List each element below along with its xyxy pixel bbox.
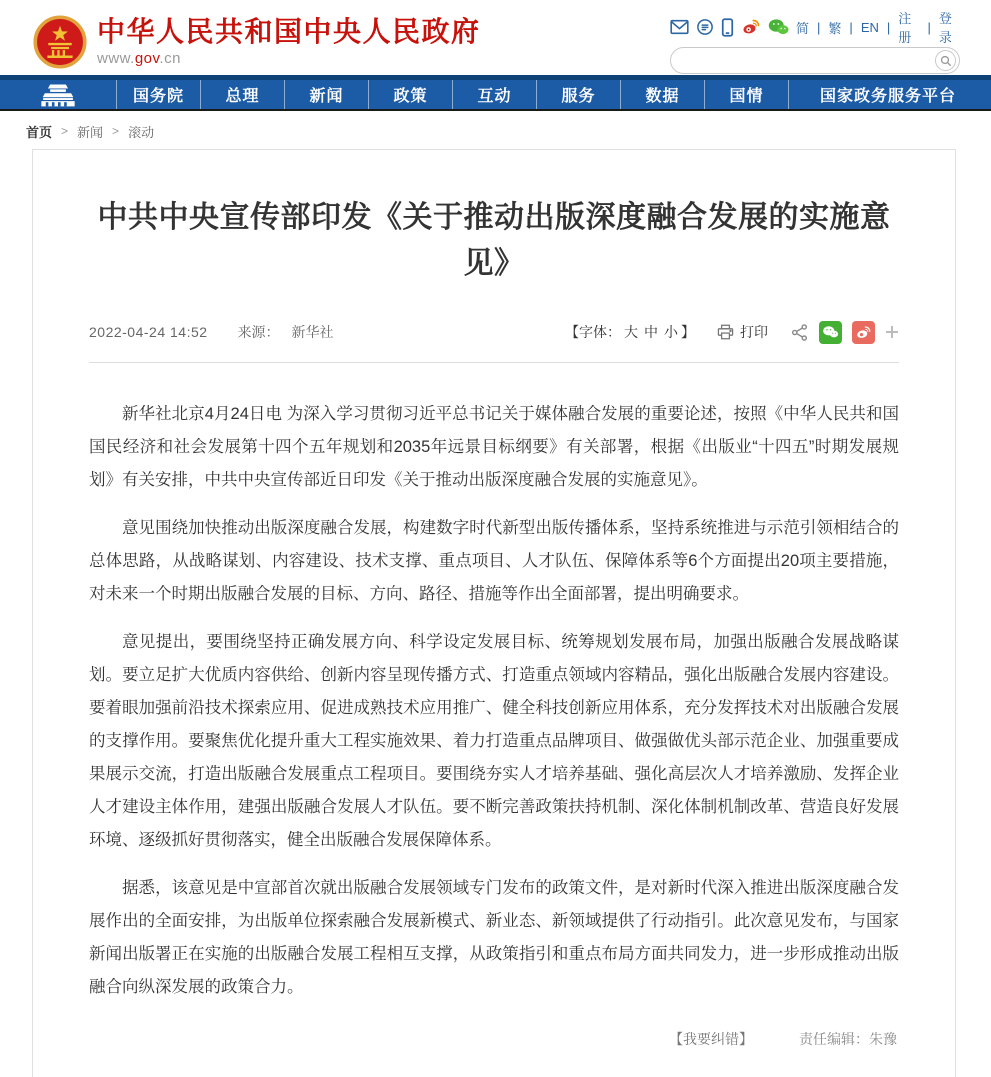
- share-more-plus-icon[interactable]: [885, 325, 899, 339]
- site-title-block: [97, 17, 481, 67]
- nav-item-national-conditions[interactable]: 国情: [704, 80, 788, 109]
- article-paragraph-1: 新华社北京4月24日电 为深入学习贯彻习近平总书记关于媒体融合发展的重要论述，按照《中华人民共和国国民经济和社会发展第十四个五年规划和2035年远景目标纲要》有关部署，根据《出版业“十四五”时期发展规划》有关安排，中共中央宣传部近日印发《关于推动出版深度融合发展的实施意见》。: [89, 405, 899, 489]
- header-utilities: [670, 11, 960, 75]
- breadcrumb-separator: >: [61, 124, 69, 138]
- nav-item-services[interactable]: 服务: [536, 80, 620, 109]
- lang-traditional-link[interactable]: 繁: [828, 20, 842, 36]
- weibo-icon[interactable]: [741, 18, 761, 36]
- search-button[interactable]: [935, 50, 956, 71]
- nav-home-button[interactable]: [0, 80, 116, 109]
- search-icon: [940, 55, 952, 67]
- wechat-icon[interactable]: [768, 18, 789, 36]
- breadcrumb: [0, 111, 991, 149]
- article-footer: [89, 1029, 899, 1049]
- mobile-icon[interactable]: [721, 18, 734, 37]
- main-nav: [0, 75, 991, 111]
- lang-english-link[interactable]: EN: [860, 19, 879, 35]
- editor-label: 责任编辑：: [799, 1031, 869, 1047]
- font-size-small-button[interactable]: 小: [664, 324, 678, 340]
- nav-item-state-council[interactable]: 国务院: [116, 80, 200, 109]
- site-header: [0, 0, 991, 75]
- article-paragraph-3: 意见提出，要围绕坚持正确发展方向、科学设定发展目标、统筹规划发展布局，加强出版融合发展战略谋划。要立足扩大优质内容供给、创新内容呈现传播方式、打造重点领域内容精品，强化出版融合发展内容建设。要着眼加强前沿技术探索应用、促进成熟技术应用推广、健全科技创新应用体系，充分发挥技术对出版融合发展的支撑作用。要聚焦优化提升重大工程实施效果、着力打造重点品牌项目、做强做优头部示范企业、加强重要成果展示交流，打造出版融合发展重点工程项目。要围绕夯实人才培养基础、强化高层次人才培养激励、发挥企业人才建设主体作用，建强出版融合发展人才队伍。要不断完善政策扶持机制、深化体制机制改革、营造良好发展环境、逐级抓好贯彻落实，健全出版融合发展保障体系。: [89, 633, 899, 849]
- lang-simplified-link[interactable]: 简: [796, 20, 810, 36]
- breadcrumb-separator: >: [112, 124, 120, 138]
- printer-icon: [717, 324, 734, 340]
- article-paragraph-4: 据悉，该意见是中宣部首次就出版融合发展领域专门发布的政策文件，是对新时代深入推进出版深度融合发展作出的全面安排，为出版单位探索融合发展新模式、新业态、新领域提供了行动指引。此次意见发布，与国家新闻出版署正在实施的出版融合发展工程相互支撑，从政策指引和重点布局方面共同发力，进一步形成推动出版融合向纵深发展的政策合力。: [89, 879, 899, 996]
- message-circle-icon[interactable]: [696, 18, 714, 36]
- share-weibo-button[interactable]: [852, 321, 875, 344]
- error-correction-button[interactable]: 【我要纠错】: [669, 1031, 753, 1047]
- font-size-medium-button[interactable]: 中: [644, 324, 658, 340]
- national-emblem-icon: [33, 15, 87, 69]
- nav-item-policy[interactable]: 政策: [368, 80, 452, 109]
- wechat-icon: [822, 325, 839, 339]
- publish-date: 2022-04-24 14:52: [89, 324, 208, 340]
- article-container: [32, 149, 956, 1077]
- site-url-prefix: www.: [97, 50, 135, 67]
- site-url-gov: gov: [134, 50, 160, 67]
- mail-icon[interactable]: [670, 19, 689, 35]
- site-url[interactable]: [97, 50, 481, 67]
- site-title: 中华人民共和国中央人民政府: [97, 16, 481, 47]
- font-size-label-open: 【字体：: [565, 324, 621, 340]
- link-separator: |: [886, 19, 891, 35]
- share-group: [790, 321, 899, 344]
- meta-right: [565, 321, 899, 344]
- share-nodes-icon[interactable]: [790, 323, 809, 342]
- breadcrumb-rolling[interactable]: 滚动: [128, 124, 155, 140]
- login-link[interactable]: 登录: [938, 11, 952, 45]
- share-wechat-button[interactable]: [819, 321, 842, 344]
- nav-item-gov-service-platform[interactable]: 国家政务服务平台: [788, 80, 987, 109]
- link-separator: |: [849, 19, 853, 35]
- editor-name: 朱豫: [869, 1031, 897, 1047]
- font-size-label-close: 】: [681, 324, 695, 340]
- register-link[interactable]: 注册: [898, 11, 912, 45]
- weibo-icon: [855, 325, 872, 340]
- nav-item-news[interactable]: 新闻: [284, 80, 368, 109]
- site-url-suffix: .cn: [159, 50, 181, 67]
- search-box: [670, 47, 960, 74]
- editor-line: [799, 1029, 897, 1049]
- breadcrumb-news[interactable]: 新闻: [77, 124, 104, 140]
- font-size-large-button[interactable]: 大: [624, 324, 638, 340]
- breadcrumb-home[interactable]: 首页: [26, 124, 53, 140]
- meta-divider: [89, 362, 899, 363]
- source-label: 来源：: [237, 324, 280, 340]
- nav-item-interaction[interactable]: 互动: [452, 80, 536, 109]
- article-meta-row: [89, 319, 899, 345]
- article-body: [89, 398, 899, 1004]
- article-title: 中共中央宣传部印发《关于推动出版深度融合发展的实施意见》: [97, 201, 891, 280]
- tiananmen-icon: [37, 82, 79, 108]
- source-link[interactable]: 新华社: [291, 324, 334, 340]
- article-paragraph-2: 意见围绕加快推动出版深度融合发展，构建数字时代新型出版传播体系，坚持系统推进与示范引领相结合的总体思路，从战略谋划、内容建设、技术支撑、重点项目、人才队伍、保障体系等6个方面提出20项主要措施，对未来一个时期出版融合发展的目标、方向、路径、措施等作出全面部署，提出明确要求。: [89, 519, 899, 603]
- print-button[interactable]: [717, 322, 768, 342]
- print-label: 打印: [740, 324, 768, 340]
- link-separator: |: [927, 19, 931, 35]
- quick-links-row: [670, 11, 960, 45]
- nav-item-data[interactable]: 数据: [620, 80, 704, 109]
- meta-left: [89, 322, 334, 342]
- search-input[interactable]: [683, 51, 935, 71]
- site-logo-group[interactable]: [33, 9, 481, 75]
- link-separator: |: [817, 19, 821, 35]
- nav-item-premier[interactable]: 总理: [200, 80, 284, 109]
